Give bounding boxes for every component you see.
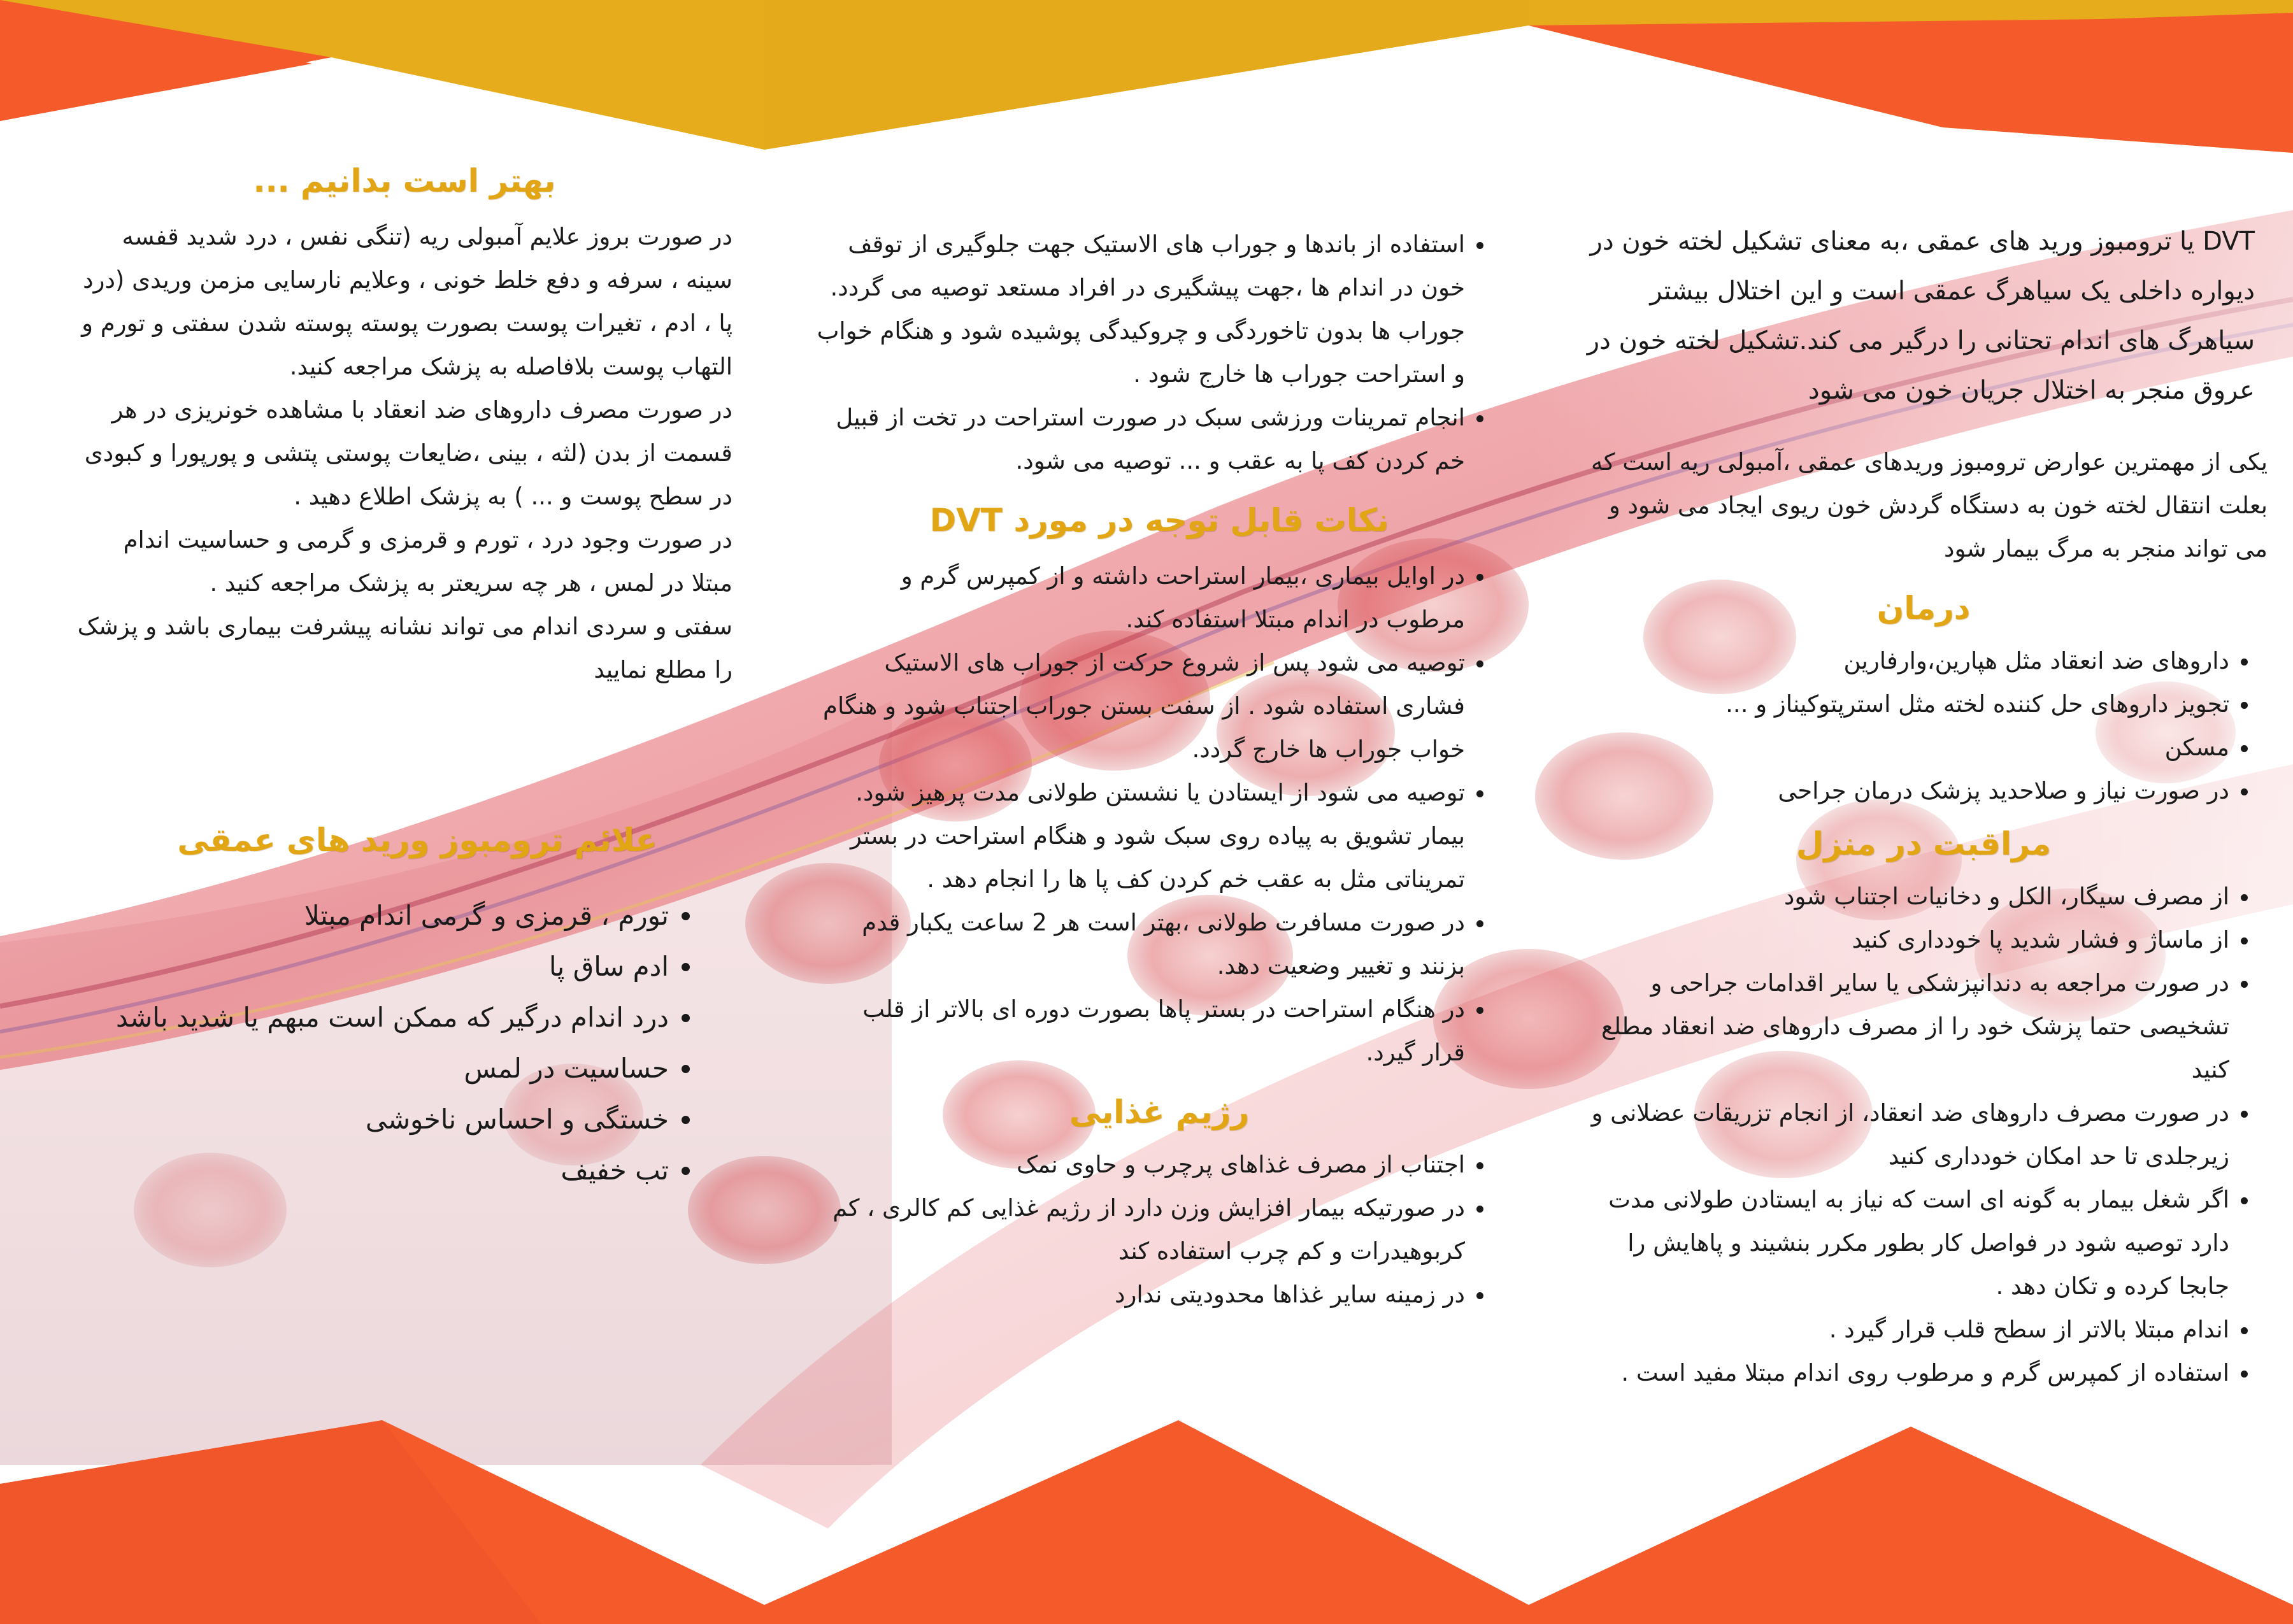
- list-item: • تجویز داروهای حل کننده لخته مثل استرپتوکیناز و ...: [1580, 683, 2229, 726]
- list-item: • در صورت مراجعه به دندانپزشکی یا سایر اقدامات جراحی و تشخیصی حتما پزشک خود را از مصرف داروهای ضد انعقاد مطلع کنید: [1580, 962, 2229, 1092]
- panel-left: [76, 162, 732, 692]
- list-item: • در صورت مسافرت طولانی ،بهتر است هر 2 ساعت یکبار قدم بزنند و تغییر وضعیت دهد.: [815, 901, 1465, 988]
- list-item: • استفاده از باندها و جوراب های الاستیک جهت جلوگیری از توقف خون در اندام ها ،جهت پیشگیری در افراد مستعد توصیه می گردد. جوراب ها بدون تاخوردگی و چروکیدگی پوشیده شود و هنگام خواب و استراحت جوراب ها خارج شود .: [815, 223, 1465, 396]
- paragraph: در صورت وجود درد ، تورم و قرمزی و گرمی و حساسیت اندام مبتلا در لمس ، هر چه سریعتر به پزشک مراجعه کنید .: [123, 526, 732, 597]
- list-item: • انجام تمرینات ورزشی سبک در صورت استراحت در تخت از قبیل خم کردن کف پا به عقب و ... توصیه می شود.: [815, 396, 1465, 483]
- list-item: • استفاده از کمپرس گرم و مرطوب روی اندام مبتلا مفید است .: [1580, 1351, 2229, 1395]
- list-item: • در صورت مصرف داروهای ضد انعقاد، از انجام تزریقات عضلانی و زیرجلدی تا حد امکان خودداری کنید: [1580, 1092, 2229, 1178]
- list-item: • از مصرف سیگار، الکل و دخانیات اجتناب شود: [1580, 875, 2229, 918]
- list-item: • درد اندام درگیر که ممکن است مبهم یا شدید باشد: [115, 992, 669, 1043]
- list-item: • تب خفیف: [115, 1145, 669, 1196]
- list-item: • در زمینه سایر غذاها محدودیتی ندارد: [815, 1273, 1465, 1316]
- panel-middle: [815, 223, 1503, 1316]
- list-item: • حساسیت در لمس: [115, 1043, 669, 1094]
- diet-list: [815, 1143, 1503, 1316]
- list-item: • مسکن: [1580, 726, 2229, 769]
- list-item: • در صورتیکه بیمار افزایش وزن دارد از رژیم غذایی کم کالری ، کم کربوهیدرات و کم چرب استفاده کند: [815, 1186, 1465, 1273]
- list-item: • در هنگام استراحت در بستر پاها بصورت دوره ای بالاتر از قلب قرار گیرد.: [815, 988, 1465, 1074]
- paragraph: در صورت مصرف داروهای ضد انعقاد با مشاهده خونریزی در هر قسمت از بدن (لثه ، بینی ،ضایعات پوستی پتشی و پورپورا و کبودی در سطح پوست و ... ) به پزشک اطلاع دهید .: [84, 396, 732, 510]
- intro-paragraph: DVT یا ترومبوز ورید های عمقی ،به معنای تشکیل لخته خون در دیواره داخلی یک سیاهرگ عمقی است و این اختلال بیشتر سیاهرگ های اندام تحتانی را درگیر می کند.تشکیل لخته خون در عروق منجر به اختلال جریان خون می شود: [1587, 227, 2255, 405]
- list-item: • اجتناب از مصرف غذاهای پرچرب و حاوی نمک: [815, 1143, 1465, 1186]
- list-item: • از ماساژ و فشار شدید پا خودداری کنید: [1580, 918, 2229, 962]
- paragraph: در صورت بروز علایم آمبولی ریه (تنگی نفس ، درد شدید قفسه سینه ، سرفه و دفع خلط خونی ، وعلایم نارسایی مزمن وریدی (درد پا ، ادم ، تغیرات پوست بصورت پوسته پوسته شدن سفتی و تورم و التهاب پوست بلافاصله به پزشک مراجعه کنید.: [82, 223, 732, 380]
- list-item: • در صورت نیاز و صلاحدید پزشک درمان جراحی: [1580, 769, 2229, 813]
- list-item: • داروهای ضد انعقاد مثل هپارین،وارفارین: [1580, 639, 2229, 683]
- list-item: • ادم ساق پا: [115, 941, 669, 992]
- list-item: • اندام مبتلا بالاتر از سطح قلب قرار گیرد .: [1580, 1308, 2229, 1351]
- list-item: • تورم ، قرمزی و گرمی اندام مبتلا: [115, 890, 669, 941]
- prevention-list: [815, 223, 1503, 483]
- homecare-heading: مراقبت در منزل: [1796, 825, 2052, 862]
- better-know-heading: بهتر است بدانیم ...: [253, 162, 556, 199]
- treatment-heading: درمان: [1876, 590, 1971, 627]
- list-item: • اگر شغل بیمار به گونه ای است که نیاز به ایستادن طولانی مدت دارد توصیه شود در فواصل کار بطور مکرر بنشیند و پاهایش را جابجا کرده و تکان دهد .: [1580, 1178, 2229, 1308]
- symptoms-list: [115, 890, 720, 1196]
- diet-heading: رژیم غذایی: [1069, 1093, 1250, 1130]
- list-item: • خستگی و احساس ناخوشی: [115, 1094, 669, 1145]
- complication-paragraph: یکی از مهمترین عوارض ترومبوز وریدهای عمقی ،آمبولی ریه است که بعلت انتقال لخته خون به دستگاه گردش خون ریوی ایجاد می شود و می تواند منجر به مرگ بیمار شود: [1591, 448, 2268, 562]
- list-item: • توصیه می شود پس از شروع حرکت از جوراب های الاستیک فشاری استفاده شود . از سفت بستن جوراب اجتناب شود و هنگام خواب جوراب ها خارج گردد.: [815, 641, 1465, 771]
- better-know-text: [76, 215, 732, 692]
- tips-heading: نکات قابل توجه در مورد DVT: [929, 502, 1389, 539]
- treatment-list: [1580, 639, 2268, 813]
- panel-right: [1580, 217, 2268, 1395]
- paragraph: سفتی و سردی اندام می تواند نشانه پیشرفت بیماری باشد و پزشک را مطلع نمایید: [77, 613, 732, 683]
- tips-list: [815, 555, 1503, 1074]
- list-item: • در اوایل بیماری ،بیمار استراحت داشته و از کمپرس گرم و مرطوب در اندام مبتلا استفاده کند.: [815, 555, 1465, 641]
- homecare-list: [1580, 875, 2268, 1395]
- list-item: • توصیه می شود از ایستادن یا نشستن طولانی مدت پرهیز شود. بیمار تشویق به پیاده روی سبک شود و هنگام استراحت در بستر تمریناتی مثل به عقب خم کردن کف پا ها را انجام دهد .: [815, 771, 1465, 901]
- symptoms-heading: علائم ترومبوز ورید های عمقی: [177, 822, 657, 858]
- symptoms-section: [115, 822, 720, 1196]
